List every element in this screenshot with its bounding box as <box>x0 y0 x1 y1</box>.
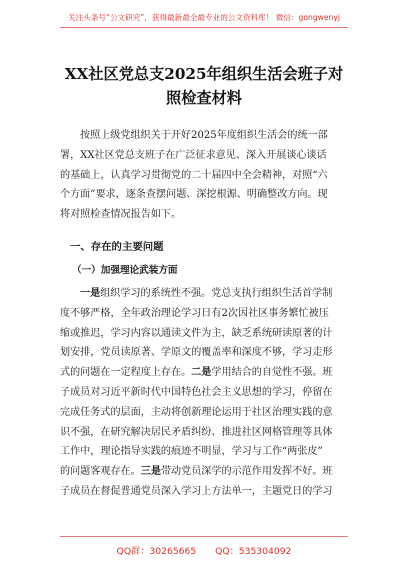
paragraph-text: 式的问题在一定程度上存在。 <box>60 367 192 379</box>
paragraph-line <box>60 482 348 502</box>
paragraph-line: 按照上级党组织关于开好2025年度组织生活会的统一部 <box>80 130 328 141</box>
paragraph-line <box>60 343 348 363</box>
paragraph-text: 子成员对习近平新时代中国特色社会主义思想的学习，停留在 <box>60 386 333 398</box>
paragraph-line <box>60 442 348 462</box>
subsection-heading: （一）加强理论武装方面 <box>72 265 178 276</box>
document-title <box>40 62 368 110</box>
paragraph-line: 将对照检查情况报告如下。 <box>60 209 182 221</box>
paragraph-line: 个方面”要求，逐条查摆问题、深挖根源、明确整改方向。现 <box>60 189 328 201</box>
paragraph-text: 缩或推迟，学习内容以通读文件为主，缺乏系统研读原著的计 <box>60 327 333 339</box>
promo-banner: 关注头条号“公文研究”，获得最新最全最专业的公文资料库！ 微信：gongwenyj <box>68 13 340 22</box>
paragraph-line <box>60 363 348 383</box>
section-heading: 一、存在的主要问题 <box>70 241 164 253</box>
intro-paragraph <box>60 126 348 225</box>
paragraph-text: 组织学习的系统性不强。党总支执行组织生活首学制 <box>100 288 333 299</box>
point-marker: 三是 <box>140 466 161 478</box>
paragraph-line <box>60 284 348 304</box>
paragraph-text: 的问题客观存在。 <box>60 466 141 478</box>
paragraph-text: 学用结合的自觉性不强。班 <box>211 367 333 379</box>
paragraph-text: 带动党员深学的示范作用发挥不好。班 <box>160 466 333 478</box>
paragraph-text: 度不够严格，全年政治理论学习日有2次因社区事务繁忙被压 <box>60 307 329 319</box>
title-line: XX社区党总支2025年组织生活会班子对 <box>64 65 344 83</box>
header-divider <box>60 27 348 28</box>
footer-divider <box>60 536 348 537</box>
paragraph-line <box>60 304 348 324</box>
qq-number: QQ：535304092 <box>215 546 292 557</box>
point-marker: 二是 <box>191 367 212 379</box>
paragraph-text: 完成任务式的层面，主动将创新理论运用于社区治理实践的意 <box>60 406 333 418</box>
paragraph-line <box>60 423 348 443</box>
paragraph-line <box>60 324 348 344</box>
qq-group-number: QQ群：30265665 <box>116 546 197 557</box>
paragraph-line <box>60 383 348 403</box>
contact-footer <box>0 543 408 557</box>
paragraph-text: 子成员在督促普通党员深入学习上方法单一，主题党日的学习 <box>60 485 333 497</box>
title-line: 照检查材料 <box>166 89 242 107</box>
paragraph-text: 划安排，党员读原著、学原文的覆盖率和深度不够，学习走形 <box>60 347 333 359</box>
problems-paragraph <box>60 284 348 502</box>
paragraph-line: 的基础上，认真学习贯彻党的二十届四中全会精神，对照“六 <box>60 169 328 181</box>
paragraph-text: 识不强，在研究解决居民矛盾纠纷、推进社区网格管理等具体 <box>60 426 333 438</box>
paragraph-text: 工作中，理论指导实践的痕迹不明显，学习与工作“两张皮” <box>60 446 323 458</box>
paragraph-line <box>60 462 348 482</box>
paragraph-line: 署，XX社区党总支班子在广泛征求意见、深入开展谈心谈话 <box>60 149 327 161</box>
point-marker: 一是 <box>80 288 101 299</box>
paragraph-line <box>60 403 348 423</box>
